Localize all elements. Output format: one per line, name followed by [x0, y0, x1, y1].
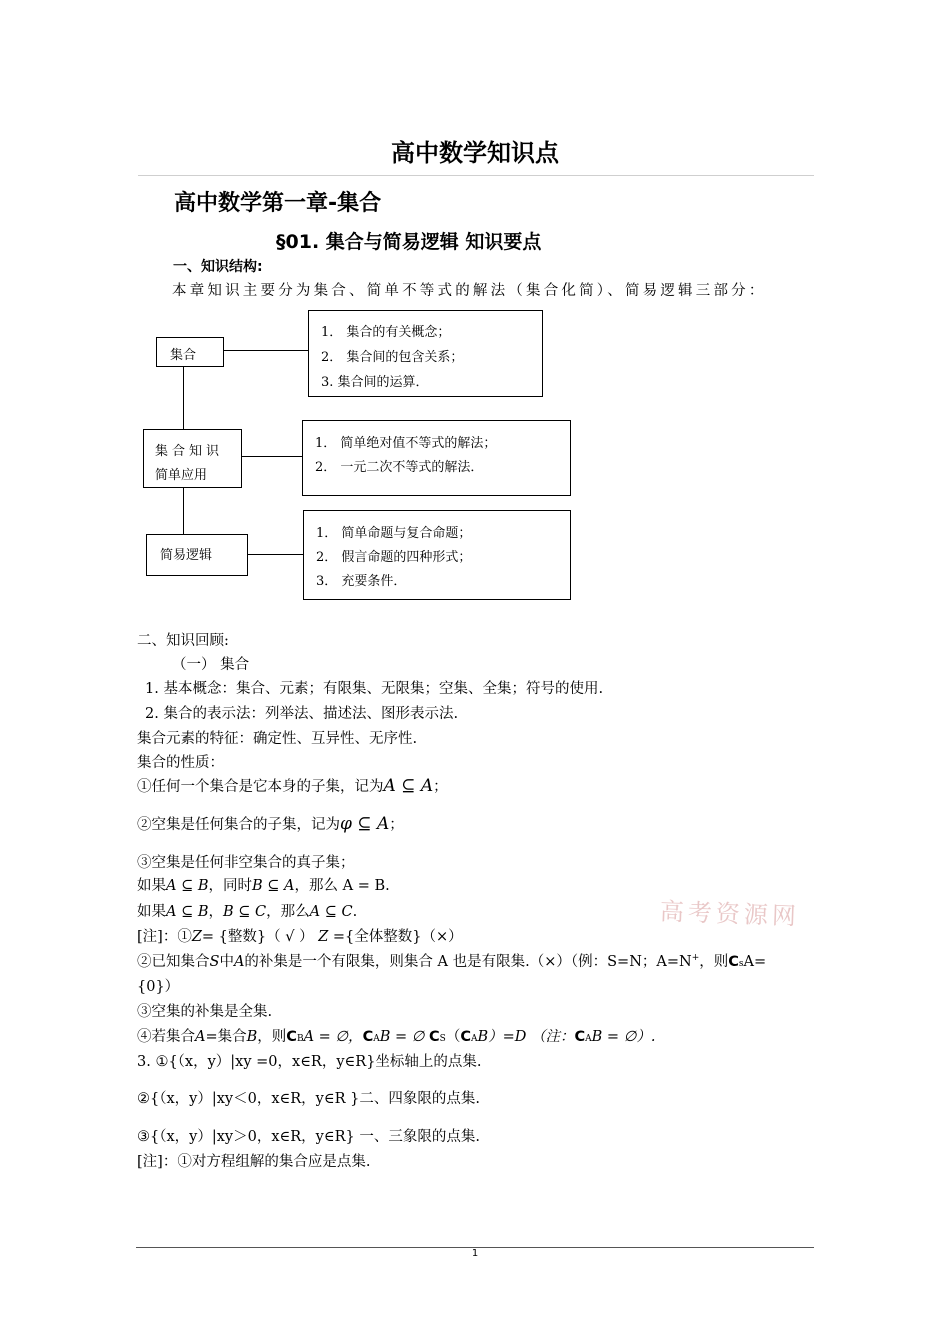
part2-subheading: （一） 集合	[172, 657, 250, 673]
part2-heading: 二、知识回顾:	[137, 633, 229, 649]
node-jihe	[156, 337, 224, 367]
document-title: 高中数学知识点	[391, 139, 559, 167]
connector-vertical-2	[183, 488, 184, 534]
note-3: ③空集的补集是全集.	[137, 1004, 273, 1020]
item-representation: 2. 集合的表示法：列举法、描述法、图形表示法.	[145, 706, 459, 722]
part1-intro: 本章知识主要分为集合、简单不等式的解法（集合化简）、简易逻辑三部分：	[172, 283, 767, 299]
detail-box-logic	[303, 510, 571, 600]
node-app-label-2: 简单应用	[155, 468, 208, 483]
node-jihe-label: 集合	[170, 348, 197, 363]
node-logic-label: 简易逻辑	[160, 548, 213, 563]
detail-sets-3: 3. 集合间的运算．	[321, 375, 429, 390]
final-note: [注]：①对方程组解的集合应是点集.	[137, 1154, 371, 1170]
detail-sets-2: 2． 集合间的包含关系；	[321, 350, 464, 365]
implication-2: 如果A ⊆ B，B ⊆ C，那么A ⊆ C.	[137, 904, 358, 920]
point-set-axes: 3. ①{（x，y）|xy =0，x∈R，y∈R}坐标轴上的点集.	[137, 1054, 482, 1070]
chapter-title: 高中数学第一章-集合	[174, 191, 382, 216]
property-2: ②空集是任何集合的子集，记为φ ⊆ A；	[137, 814, 404, 834]
detail-sets-1: 1． 集合的有关概念；	[321, 325, 451, 340]
detail-ineq-1: 1． 简单绝对值不等式的解法；	[315, 436, 497, 451]
section-title: §01. 集合与简易逻辑 知识要点	[276, 231, 542, 253]
item-basic-concepts: 1. 基本概念：集合、元素；有限集、无限集；空集、全集；符号的使用.	[145, 681, 604, 697]
note-2: ②已知集合S中A的补集是一个有限集，则集合 A 也是有限集.（×）（例：S=N；A=N+，则CsA=	[137, 953, 767, 970]
part1-heading: 一、知识结构:	[173, 259, 263, 275]
note-1: [注]：①Z= {整数}（ √ ） Z ={全体整数}（×）	[137, 929, 463, 945]
set-properties: 集合的性质：	[137, 755, 224, 771]
point-set-quadrants-1-3: ③{（x，y）|xy＞0，x∈R，y∈R} 一、三象限的点集.	[137, 1129, 480, 1145]
connector-app	[242, 456, 302, 457]
detail-logic-1: 1． 简单命题与复合命题；	[316, 526, 472, 541]
set-features: 集合元素的特征：确定性、互异性、无序性.	[137, 731, 418, 747]
watermark: 高考资源网	[659, 897, 801, 931]
detail-logic-3: 3． 充要条件．	[316, 574, 407, 589]
note-2-cont: {0}）	[137, 979, 180, 995]
node-application	[143, 429, 242, 488]
detail-box-sets	[308, 310, 543, 397]
connector-logic	[248, 554, 304, 555]
implication-1: 如果A ⊆ B，同时B ⊆ A，那么 A = B.	[137, 878, 390, 894]
node-app-label-1: 集合知识	[155, 444, 224, 459]
connector-vertical	[183, 366, 184, 429]
node-logic	[146, 534, 248, 576]
note-4: ④若集合A=集合B，则CBA = ∅，CAB = ∅ CS（CAB）=D （注：CAB = ∅）.	[137, 1029, 656, 1045]
page-number: 1	[471, 1248, 479, 1259]
detail-logic-2: 2． 假言命题的四种形式；	[316, 550, 472, 565]
title-divider	[138, 175, 814, 176]
connector-jihe	[224, 350, 308, 351]
property-3: ③空集是任何非空集合的真子集；	[137, 855, 355, 871]
property-1: ①任何一个集合是它本身的子集，记为A ⊆ A；	[137, 776, 448, 796]
detail-box-inequalities	[302, 420, 571, 496]
detail-ineq-2: 2． 一元二次不等式的解法．	[315, 460, 484, 475]
point-set-quadrants-2-4: ②{（x，y）|xy＜0，x∈R，y∈R }二、四象限的点集.	[137, 1091, 480, 1107]
